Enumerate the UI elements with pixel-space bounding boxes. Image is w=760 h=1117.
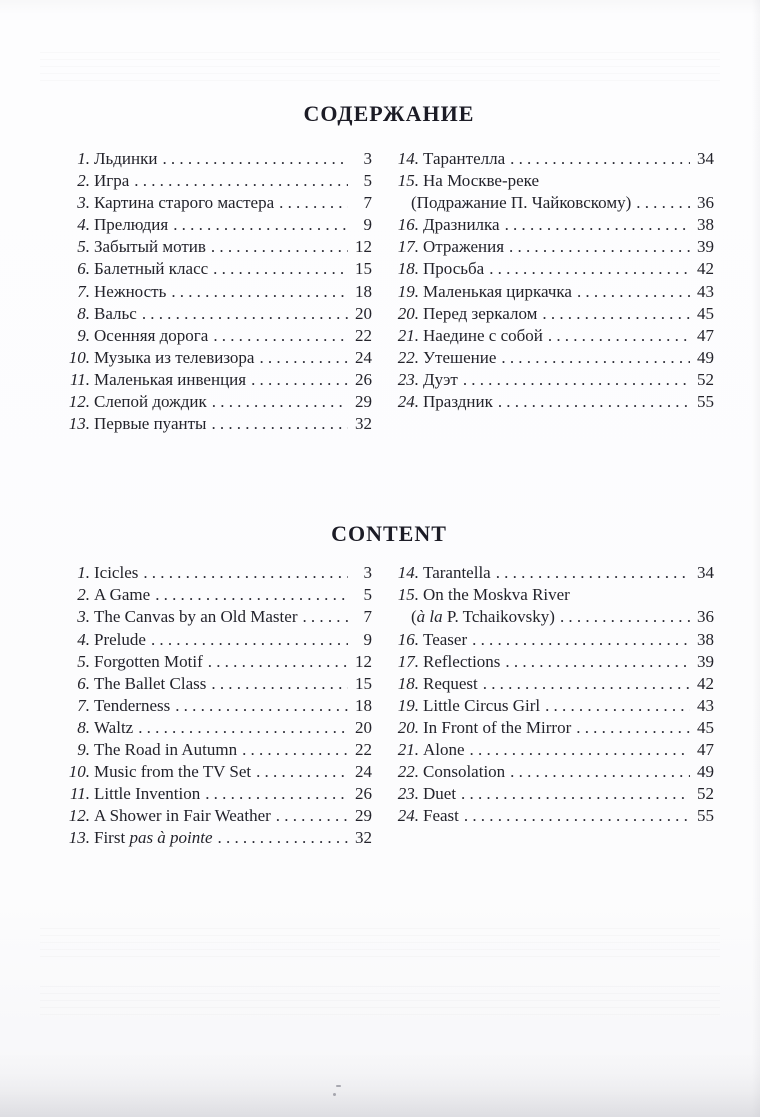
entry-number: 22. [397, 347, 419, 367]
toc-entry [64, 805, 372, 827]
entry-page-number: 45 [697, 717, 714, 737]
entry-number: 10. [68, 347, 90, 367]
scan-edge-bottom [0, 1053, 760, 1117]
entry-title: Льдинки [94, 149, 158, 168]
entry-title: Music from the TV Set [94, 762, 252, 782]
entry-title: Prelude [94, 629, 146, 649]
entry-page-number: 18 [355, 281, 372, 301]
entry-page-number: 32 [355, 828, 372, 848]
dot-leader [484, 258, 690, 280]
entry-page-number: 39 [697, 651, 714, 671]
entry-page-number: 55 [697, 392, 714, 412]
dot-leader [138, 562, 348, 584]
dot-leader [493, 391, 690, 413]
toc-entry [64, 695, 372, 717]
entry-title: Tenderness [94, 695, 171, 715]
entry-title: Праздник [423, 392, 493, 412]
toc-entry [64, 673, 372, 695]
entry-page-number: 52 [697, 784, 714, 804]
dot-leader [496, 347, 690, 369]
entry-page-number: 24 [355, 762, 372, 782]
entry-number: 19. [397, 695, 419, 715]
entry-title: (Подражание П. Чайковскому) [411, 193, 632, 213]
section-russian [64, 0, 714, 435]
entry-number: 6. [77, 259, 90, 279]
dot-leader [254, 347, 348, 369]
entry-number: 17. [397, 651, 419, 671]
entry-number: 19. [397, 281, 419, 301]
entry-page-number: 43 [697, 695, 714, 715]
toc-entry [393, 192, 714, 214]
toc-entry [64, 325, 372, 347]
entry-number: 24. [397, 806, 419, 826]
dot-leader [505, 148, 690, 170]
dot-leader [467, 629, 690, 651]
toc-entry [393, 651, 714, 673]
scan-bleedthrough [40, 986, 720, 1016]
entry-number: 22. [397, 762, 419, 782]
entry-page-number: 29 [355, 392, 372, 412]
entry-page-number: 9 [363, 629, 372, 649]
entry-title: Forgotten Motif [94, 651, 203, 671]
dot-leader [458, 369, 690, 391]
entry-title: Дразнилка [423, 215, 500, 235]
entry-title: A Shower in Fair Weather [94, 806, 271, 826]
toc-entry [393, 325, 714, 347]
entry-number: 14. [397, 563, 419, 583]
section-title-russian: СОДЕРЖАНИЕ [303, 101, 475, 126]
dot-leader [137, 303, 348, 325]
toc-entry [393, 347, 714, 369]
entry-page-number: 20 [355, 717, 372, 737]
entry-title: Нежность [94, 281, 167, 301]
dot-leader [206, 236, 348, 258]
toc-entry [393, 584, 714, 606]
dot-leader [274, 192, 348, 214]
entry-page-number: 26 [355, 784, 372, 804]
entry-title: Перед зеркалом [423, 303, 538, 323]
dot-leader [571, 717, 690, 739]
entry-title: Первые пуанты [94, 414, 207, 434]
dot-leader [213, 827, 348, 849]
entry-title: Тарантелла [423, 149, 506, 168]
entry-number: 20. [397, 717, 419, 737]
entry-title: Request [423, 673, 478, 693]
dot-leader [540, 695, 690, 717]
entry-number: 12. [68, 392, 90, 412]
entry-page-number: 47 [697, 325, 714, 345]
toc-entry [64, 236, 372, 258]
english-column-left [64, 562, 372, 849]
entry-title: Reflections [423, 651, 501, 671]
entry-page-number: 5 [363, 585, 372, 605]
toc-entry [393, 673, 714, 695]
scan-edge-top [0, 0, 760, 14]
entry-page-number: 7 [363, 607, 372, 627]
dot-leader [537, 303, 690, 325]
dot-leader [203, 651, 348, 673]
toc-entry [393, 761, 714, 783]
entry-page-number: 20 [355, 303, 372, 323]
entry-number: 11. [70, 369, 90, 389]
dot-leader [206, 413, 348, 435]
entry-title: The Canvas by an Old Master [94, 607, 298, 627]
dot-leader [504, 236, 690, 258]
entry-number: 13. [68, 828, 90, 848]
scan-bleedthrough [40, 928, 720, 958]
toc-entry [64, 629, 372, 651]
entry-title: Прелюдия [94, 215, 169, 235]
dot-leader [150, 584, 348, 606]
scan-speck [336, 1085, 341, 1087]
toc-entry [64, 281, 372, 303]
toc-entry [393, 281, 714, 303]
entry-title: Feast [423, 806, 459, 826]
dot-leader [168, 214, 348, 236]
entry-title: Забытый мотив [94, 237, 206, 257]
toc-entry [393, 236, 714, 258]
entry-number: 1. [77, 149, 90, 168]
entry-number: 8. [77, 717, 90, 737]
dot-leader [456, 783, 690, 805]
entry-title: Осенняя дорога [94, 325, 209, 345]
entry-title: On the Moskva River [423, 585, 570, 605]
dot-leader [572, 281, 690, 303]
dot-leader [237, 739, 348, 761]
entry-number: 16. [397, 215, 419, 235]
entry-number: 3. [77, 607, 90, 627]
toc-entry [393, 717, 714, 739]
entry-number: 9. [77, 325, 90, 345]
dot-leader [146, 629, 348, 651]
toc-entry [393, 170, 714, 192]
entry-number: 8. [77, 303, 90, 323]
toc-entry [393, 214, 714, 236]
scan-edge-right [752, 0, 760, 1117]
toc-entry [64, 606, 372, 628]
dot-leader [478, 673, 690, 695]
columns-english [64, 562, 714, 849]
dot-leader [491, 562, 690, 584]
entry-page-number: 47 [697, 739, 714, 759]
dot-leader [500, 214, 690, 236]
entry-title: Consolation [423, 762, 506, 782]
dot-leader [631, 192, 690, 214]
entry-page-number: 22 [355, 325, 372, 345]
entry-number: 12. [68, 806, 90, 826]
toc-entry [64, 258, 372, 280]
entry-page-number: 36 [697, 193, 714, 213]
entry-title: На Москве-реке [423, 171, 540, 191]
entry-number: 15. [397, 585, 419, 605]
entry-number: 20. [397, 303, 419, 323]
toc-entry [64, 827, 372, 849]
entry-title: Утешение [423, 347, 497, 367]
entry-title: Little Circus Girl [423, 695, 541, 715]
entry-title: Duet [423, 784, 457, 804]
entry-number: 24. [397, 392, 419, 412]
entry-title: First pas à pointe [94, 828, 213, 848]
entry-page-number: 3 [363, 149, 372, 168]
entry-number: 16. [397, 629, 419, 649]
entry-number: 9. [77, 739, 90, 759]
dot-leader [157, 148, 348, 170]
entry-page-number: 29 [355, 806, 372, 826]
dot-leader [505, 761, 690, 783]
dot-leader [297, 606, 348, 628]
entry-title: Маленькая циркачка [423, 281, 572, 301]
entry-title: Вальс [94, 303, 137, 323]
toc-entry [64, 214, 372, 236]
toc-entry [64, 761, 372, 783]
entry-title: A Game [94, 585, 151, 605]
entry-page-number: 42 [697, 673, 714, 693]
entry-page-number: 15 [355, 673, 372, 693]
entry-title: Teaser [423, 629, 468, 649]
entry-title: Little Invention [94, 784, 201, 804]
toc-entry [64, 303, 372, 325]
toc-entry [64, 562, 372, 584]
entry-title: Наедине с собой [423, 325, 543, 345]
entry-page-number: 15 [355, 259, 372, 279]
entry-page-number: 18 [355, 695, 372, 715]
entry-page-number: 43 [697, 281, 714, 301]
entry-title: Отражения [423, 237, 505, 257]
entry-number: 15. [397, 171, 419, 191]
toc-entry [393, 303, 714, 325]
entry-title: (à la P. Tchaikovsky) [411, 607, 555, 627]
entry-number: 21. [397, 325, 419, 345]
entry-page-number: 38 [697, 215, 714, 235]
toc-entry [393, 695, 714, 717]
dot-leader [500, 651, 690, 673]
toc-entry [64, 717, 372, 739]
toc-entry [393, 258, 714, 280]
entry-title: Alone [423, 739, 465, 759]
entry-number: 14. [397, 149, 419, 168]
entry-page-number: 12 [355, 651, 372, 671]
entry-title: The Road in Autumn [94, 739, 238, 759]
entry-number: 7. [77, 281, 90, 301]
entry-number: 4. [77, 629, 90, 649]
toc-entry [64, 347, 372, 369]
entry-page-number: 42 [697, 259, 714, 279]
entry-number: 4. [77, 215, 90, 235]
dot-leader [129, 170, 348, 192]
entry-page-number: 38 [697, 629, 714, 649]
toc-entry [64, 651, 372, 673]
toc-entry [393, 783, 714, 805]
entry-number: 23. [397, 784, 419, 804]
dot-leader [206, 673, 348, 695]
entry-page-number: 49 [697, 347, 714, 367]
entry-page-number: 39 [697, 237, 714, 257]
entry-page-number: 49 [697, 762, 714, 782]
entry-number: 18. [397, 673, 419, 693]
toc-entry [393, 148, 714, 170]
entry-number: 2. [77, 171, 90, 191]
dot-leader [133, 717, 348, 739]
entry-page-number: 55 [697, 806, 714, 826]
entry-page-number: 3 [363, 563, 372, 583]
entry-title: Просьба [423, 259, 485, 279]
entry-title: Слепой дождик [94, 392, 207, 412]
russian-column-left [64, 148, 372, 435]
russian-column-right [393, 148, 714, 435]
entry-title: Waltz [94, 717, 134, 737]
toc-entry [64, 192, 372, 214]
toc-entry [393, 369, 714, 391]
entry-number: 13. [68, 414, 90, 434]
entry-page-number: 12 [355, 237, 372, 257]
entry-title: Дуэт [423, 369, 458, 389]
entry-title: Маленькая инвенция [94, 369, 247, 389]
toc-entry [393, 739, 714, 761]
section-english [64, 521, 714, 849]
dot-leader [465, 739, 690, 761]
entry-number: 1. [77, 563, 90, 583]
toc-entry [64, 148, 372, 170]
dot-leader [543, 325, 690, 347]
dot-leader [208, 258, 348, 280]
columns-russian [64, 148, 714, 435]
entry-page-number: 22 [355, 739, 372, 759]
entry-number: 5. [77, 651, 90, 671]
toc-entry [64, 413, 372, 435]
entry-number: 6. [77, 673, 90, 693]
table-of-contents [64, 0, 714, 849]
dot-leader [166, 281, 348, 303]
dot-leader [200, 783, 348, 805]
entry-title: The Ballet Class [94, 673, 207, 693]
entry-page-number: 34 [697, 563, 714, 583]
toc-entry [393, 805, 714, 827]
entry-number: 7. [77, 695, 90, 715]
entry-number: 23. [397, 369, 419, 389]
entry-page-number: 26 [355, 369, 372, 389]
dot-leader [170, 695, 348, 717]
entry-number: 17. [397, 237, 419, 257]
entry-title: In Front of the Mirror [423, 717, 572, 737]
entry-number: 2. [77, 585, 90, 605]
entry-title: Icicles [94, 563, 139, 583]
entry-number: 10. [68, 762, 90, 782]
dot-leader [271, 805, 348, 827]
english-column-right [393, 562, 714, 849]
entry-title: Балетный класс [94, 259, 209, 279]
toc-entry [64, 369, 372, 391]
entry-page-number: 9 [363, 215, 372, 235]
toc-entry [64, 391, 372, 413]
toc-entry [393, 562, 714, 584]
entry-page-number: 34 [697, 149, 714, 168]
section-title-english: CONTENT [331, 521, 447, 547]
scan-speck [333, 1093, 336, 1096]
toc-entry [393, 629, 714, 651]
entry-page-number: 32 [355, 414, 372, 434]
entry-number: 18. [397, 259, 419, 279]
entry-number: 5. [77, 237, 90, 257]
toc-entry [64, 739, 372, 761]
dot-leader [246, 369, 348, 391]
dot-leader [555, 606, 690, 628]
toc-entry [64, 783, 372, 805]
dot-leader [459, 805, 690, 827]
entry-page-number: 52 [697, 369, 714, 389]
entry-page-number: 36 [697, 607, 714, 627]
toc-entry [393, 391, 714, 413]
entry-number: 11. [70, 784, 90, 804]
entry-title: Картина старого мастера [94, 193, 275, 213]
entry-number: 21. [397, 739, 419, 759]
dot-leader [208, 325, 348, 347]
entry-title: Музыка из телевизора [94, 347, 255, 367]
toc-entry [64, 584, 372, 606]
toc-entry [393, 606, 714, 628]
dot-leader [207, 391, 348, 413]
entry-page-number: 7 [363, 193, 372, 213]
entry-page-number: 45 [697, 303, 714, 323]
entry-number: 3. [77, 193, 90, 213]
entry-title: Tarantella [423, 563, 491, 583]
toc-entry [64, 170, 372, 192]
entry-title: Игра [94, 171, 130, 191]
dot-leader [251, 761, 348, 783]
entry-page-number: 5 [363, 171, 372, 191]
entry-page-number: 24 [355, 347, 372, 367]
